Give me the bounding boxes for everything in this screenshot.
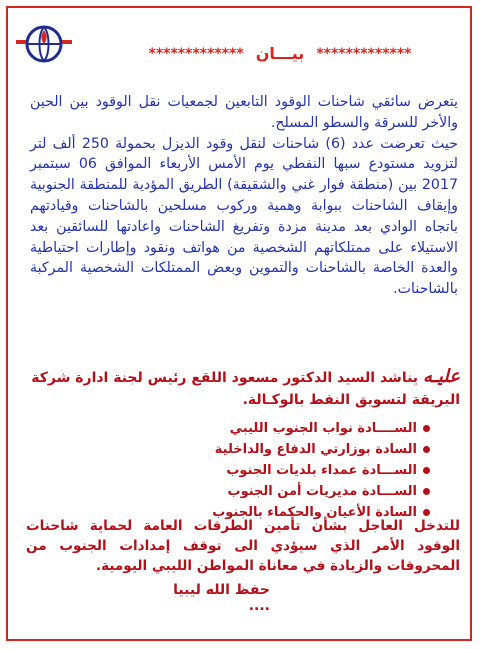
list-item: السادة بوزارتي الدفاع والداخلية — [150, 439, 430, 460]
bullet-icon — [423, 425, 430, 432]
list-item: الســـادة عمداء بلديات الجنوب — [150, 460, 430, 481]
header-stars-right: ************* — [316, 45, 412, 62]
appeal-paragraph — [30, 366, 460, 411]
bullet-icon — [423, 446, 430, 453]
recipients-list — [150, 418, 430, 523]
list-item: السادة الأعيان والحكماء بالجنوب — [150, 502, 430, 523]
body-paragraph-2: حيث تعرضت عدد (6) شاحنات لنقل وقود الديزل بحمولة 250 ألف لتر لتزويد مستودع سبها النفطي يوم الأمس الأربعاء الموافق 06 سبتمبر 2017 بين (منطقة فوار غني والشقيقة) الطريق المؤدية للمنطقة الجنوبية وإيقاف الشاحنات ببوابة وهمية وركوب مسلحين بالشاحنات وقيادتهم باتجاه الوادي بعد مدينة مزدة وتفريغ الشاحنات واعادتها للسائقين بعد الاستيلاء على ممتلكاتهم الشخصية من هواتف ونقود وإطارات احتياطية والعدة الخاصة بالشاحنات والتموين وبعض الممتلكات الشخصية المركبة بالشاحنات. — [30, 135, 458, 298]
list-item: الســــادة نواب الجنوب الليبي — [150, 418, 430, 439]
bullet-icon — [423, 488, 430, 495]
body-paragraph-1: يتعرض سائقي شاحنات الوقود التابعين لجمعيات نقل الوقود بين الحين والأخر للسرقة والسطو المسلح. — [30, 94, 458, 131]
appeal-text: يناشد السيد الدكتور مسعود اللقع رئيس لجنة ادارة شركة البريقة لتسويق النفط بالوكـالة. — [31, 370, 460, 408]
list-item: الســـادة مديريات أمن الجنوب — [150, 481, 430, 502]
company-logo — [16, 18, 72, 70]
closing-paragraph — [26, 516, 460, 576]
closing-text: للتدخل العاجل بشأن تأمين الطرقات العامة لحماية شاحنات الوقود الأمر الذي سيؤدي الى توقف إمدادات الجنوب من المحروقات والزيادة في معاناة المواطن الليبي اليومية. — [26, 518, 460, 574]
statement-title: بيـــان — [255, 44, 305, 63]
bullet-icon — [423, 467, 430, 474]
statement-header — [100, 44, 460, 63]
closing-signoff: حفظ الله ليبيا .... — [173, 582, 270, 614]
bullet-icon — [423, 509, 430, 516]
statement-body — [30, 92, 458, 300]
appeal-lead: عليـه — [422, 366, 460, 387]
header-stars-left: ************* — [148, 45, 244, 62]
